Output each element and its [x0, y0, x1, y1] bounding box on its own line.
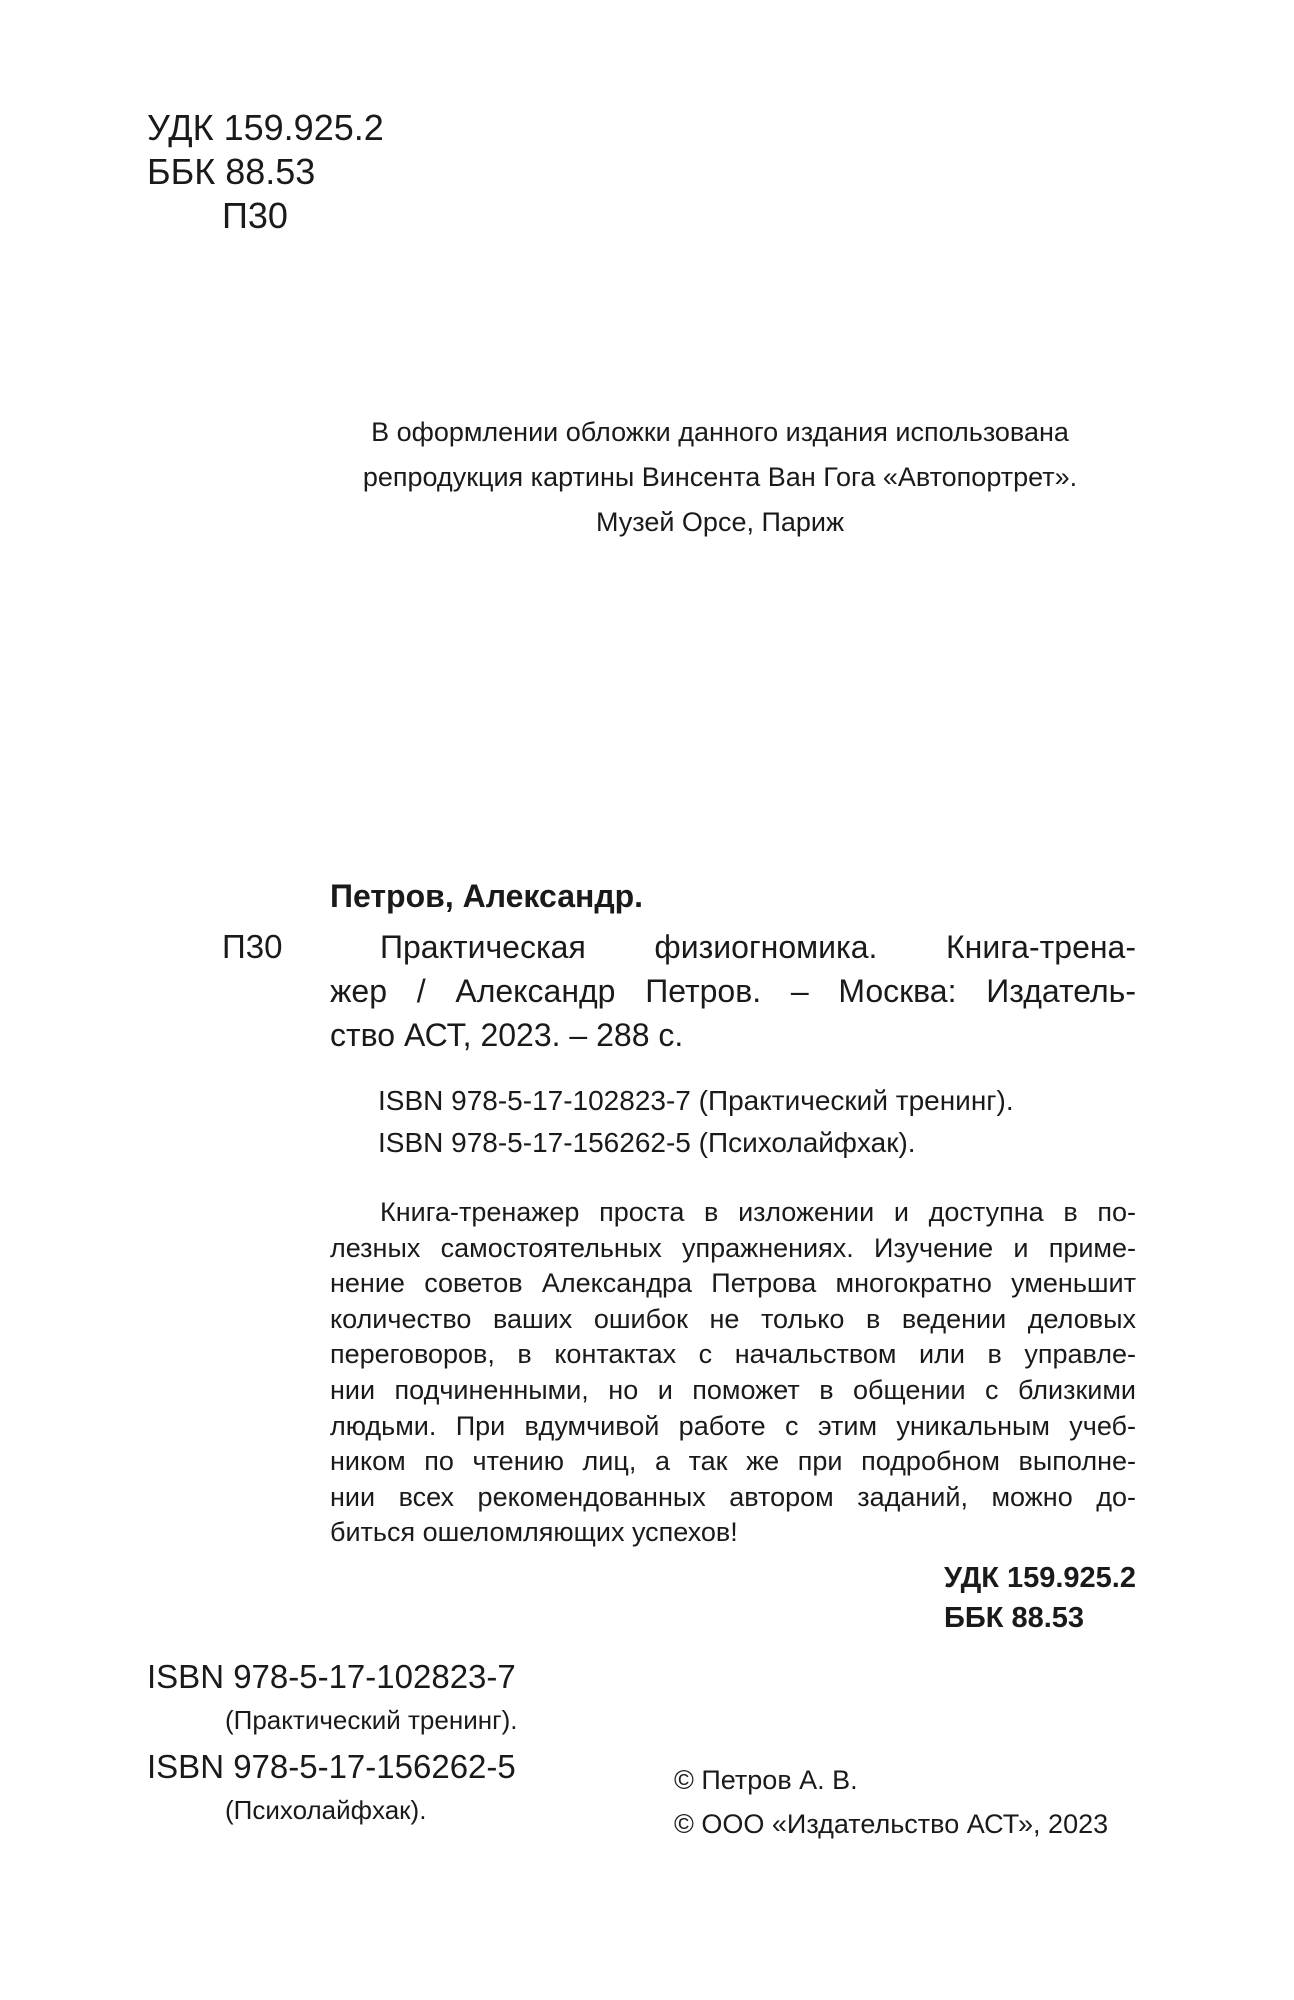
- record-line: жер / Александр Петров. – Москва: Издатель-: [330, 973, 1136, 1009]
- isbn-bottom-series-1: (Практический тренинг).: [225, 1705, 518, 1735]
- isbn-bottom-2: ISBN 978-5-17-156262-5: [147, 1748, 516, 1785]
- copyright-block: [674, 1758, 1108, 1846]
- annotation-line: людьми. При вдумчивой работе с этим уникальным учеб-: [330, 1410, 1136, 1441]
- cover-note-line: репродукция картины Винсента Ван Гога «Автопортрет».: [362, 462, 1078, 492]
- copyright-line: © ООО «Издательство АСТ», 2023: [674, 1809, 1109, 1839]
- isbn-record-block: [378, 1080, 1014, 1164]
- cover-note-line: Музей Орсе, Париж: [595, 507, 845, 537]
- bibliographic-record: [330, 925, 1136, 1057]
- isbn-bottom-block: [147, 1654, 517, 1830]
- annotation-line: нии подчиненными, но и поможет в общении с близкими: [330, 1374, 1136, 1405]
- annotation: [330, 1195, 1136, 1551]
- copyright-line: © Петров А. В.: [674, 1765, 858, 1795]
- record-line: Практическая физиогномика. Книга-трена-: [380, 929, 1136, 965]
- classification-bottom: [944, 1558, 1136, 1638]
- udk-code-top: УДК 159.925.2: [147, 107, 384, 148]
- annotation-line: ником по чтению лиц, а так же при подробном выполне-: [330, 1446, 1136, 1477]
- isbn-bottom-series-2: (Психолайфхак).: [225, 1795, 427, 1825]
- cutter-code: П30: [222, 928, 283, 965]
- cutter-code-top: П30: [222, 195, 288, 236]
- annotation-line: переговоров, в контактах с начальством или в управле-: [330, 1339, 1136, 1370]
- annotation-line: нение советов Александра Петрова многократно уменьшит: [330, 1268, 1136, 1299]
- record-line: ство АСТ, 2023. – 288 с.: [330, 1017, 684, 1053]
- annotation-line: количество ваших ошибок не только в ведении деловых: [330, 1303, 1136, 1334]
- annotation-line: лезных самостоятельных упражнениях. Изучение и приме-: [330, 1232, 1136, 1263]
- isbn-line: ISBN 978-5-17-102823-7 (Практический тренинг).: [378, 1085, 1014, 1116]
- cover-note: [320, 410, 1120, 545]
- isbn-bottom-1: ISBN 978-5-17-102823-7: [147, 1658, 516, 1695]
- isbn-line: ISBN 978-5-17-156262-5 (Психолайфхак).: [378, 1127, 916, 1158]
- annotation-line: Книга-тренажер проста в изложении и доступна в по-: [380, 1197, 1136, 1227]
- cover-note-line: В оформлении обложки данного издания использована: [371, 417, 1069, 447]
- bbk-code-top: ББК 88.53: [147, 151, 316, 192]
- udk-code-bottom: УДК 159.925.2: [944, 1562, 1136, 1594]
- annotation-line: биться ошеломляющих успехов!: [330, 1517, 738, 1548]
- bbk-code-bottom: ББК 88.53: [944, 1602, 1085, 1634]
- annotation-line: нии всех рекомендованных автором заданий, можно до-: [330, 1481, 1136, 1512]
- author-heading: Петров, Александр.: [330, 878, 644, 914]
